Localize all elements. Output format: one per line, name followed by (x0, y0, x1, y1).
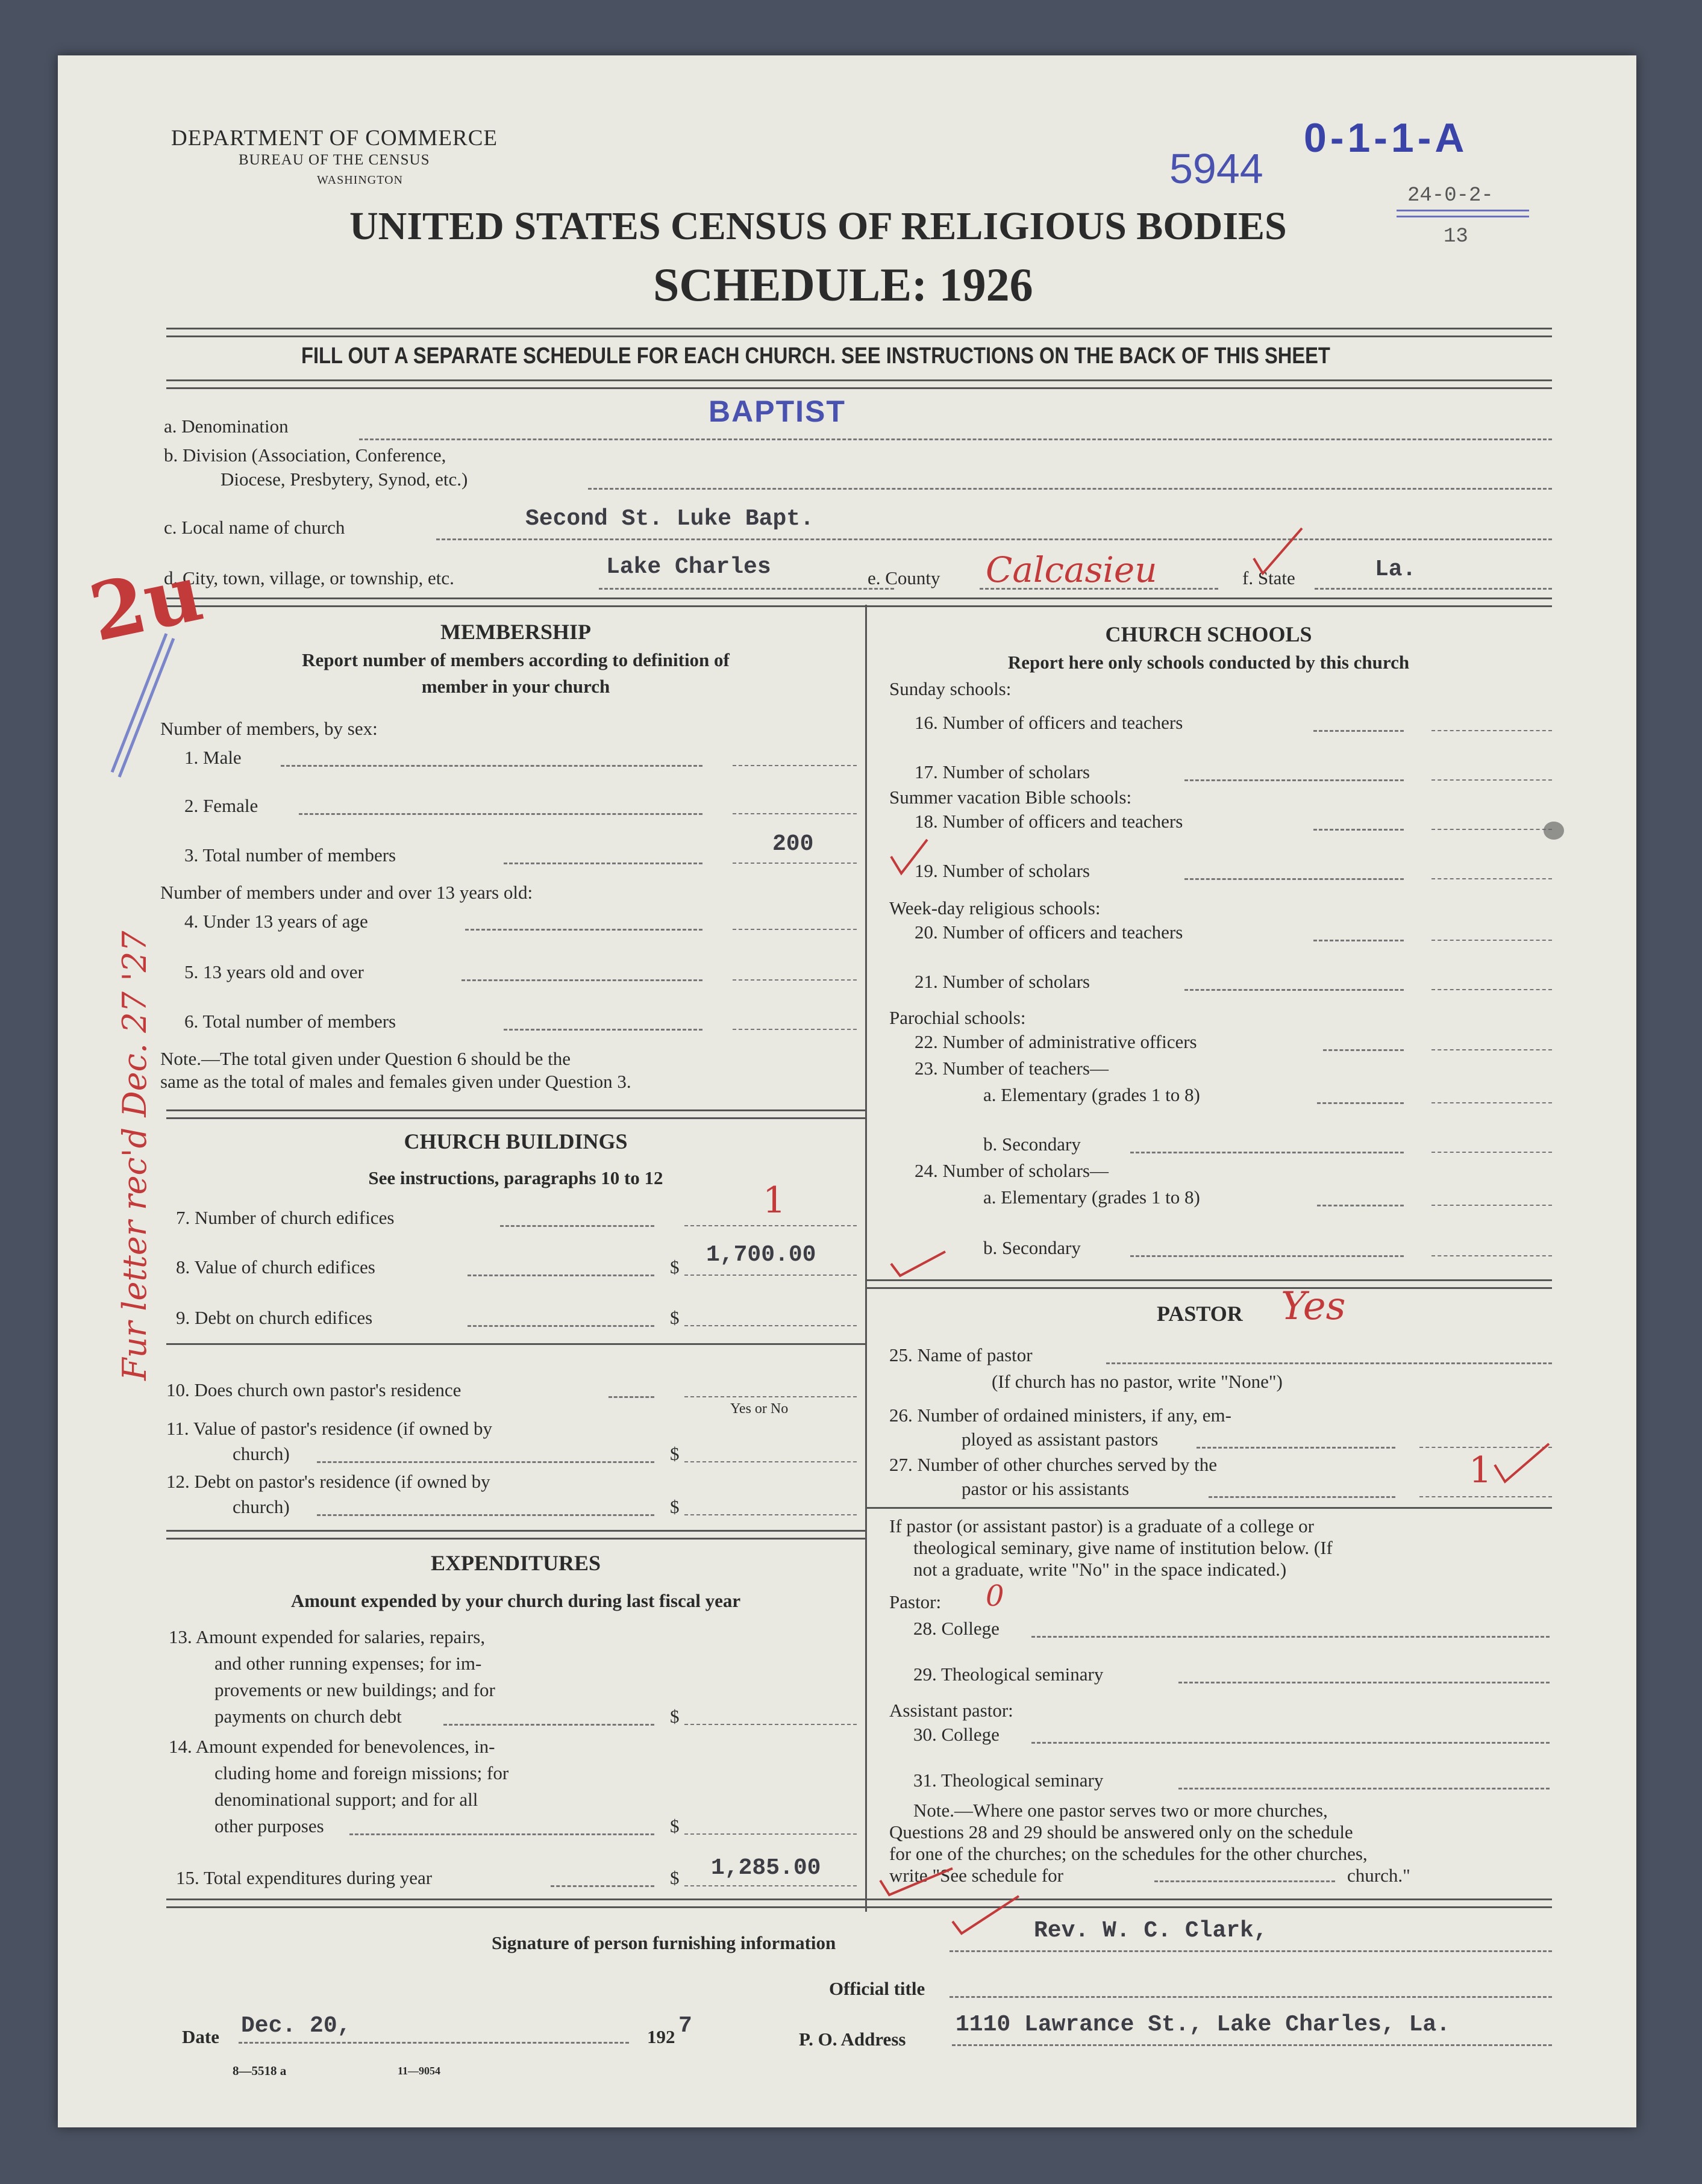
q11-label-2: church) (233, 1443, 290, 1464)
pastor-mid-rule (865, 1507, 1552, 1509)
denomination-field[interactable] (359, 438, 1552, 440)
expenditures-subheading: Amount expended by your church during last fiscal year (290, 1590, 741, 1611)
q25-hint: (If church has no pastor, write "None") (992, 1371, 1283, 1392)
code-fraction-line-2 (1397, 216, 1529, 217)
q1-male-label: 1. Male (184, 747, 242, 768)
state-field[interactable] (1315, 588, 1552, 590)
q23b-field[interactable] (1431, 1152, 1552, 1153)
schools-subheading: Report here only schools conducted by this church (1007, 652, 1410, 673)
q30-label: 30. College (913, 1724, 1000, 1745)
see-schedule-field[interactable] (1154, 1880, 1335, 1882)
q18-field[interactable] (1431, 829, 1552, 830)
date-value: Dec. 20, (241, 2013, 351, 2039)
q3-total-value: 200 (772, 831, 814, 857)
q25-field[interactable] (1106, 1362, 1552, 1364)
q13-label-2: and other running expenses; for im- (214, 1653, 482, 1674)
q3-total-field[interactable] (733, 863, 857, 864)
q27-label-2: pastor or his assistants (962, 1478, 1130, 1499)
q13-leader (443, 1724, 654, 1726)
graduate-instructions: If pastor (or assistant pastor) is a graduate of a college or (889, 1515, 1314, 1537)
city-label: d. City, town, village, or township, etc. (164, 567, 454, 588)
check-mark-q15 (877, 1864, 956, 1900)
membership-intro: Report number of members according to definition of (302, 649, 730, 670)
code-fraction-top: 24-0-2- (1407, 184, 1494, 207)
q31-field[interactable] (1178, 1788, 1550, 1789)
form-subtitle: SCHEDULE: 1926 (653, 258, 1033, 311)
q3-leader (504, 863, 702, 864)
q12-label: 12. Debt on pastor's residence (if owned by (166, 1471, 490, 1492)
year-suffix: 7 (678, 2013, 692, 2039)
q24a-field[interactable] (1431, 1205, 1552, 1206)
q27-field[interactable] (1419, 1496, 1552, 1497)
q30-field[interactable] (1031, 1742, 1550, 1744)
division-label: b. Division (Association, Conference, (164, 445, 446, 466)
division-field[interactable] (588, 488, 1552, 490)
q4-under13-label: 4. Under 13 years of age (184, 911, 368, 932)
pastor-note-4b: church." (1347, 1865, 1410, 1886)
under-over-label: Number of members under and over 13 years old: (160, 882, 533, 903)
q13-field[interactable] (684, 1724, 857, 1725)
denomination-label: a. Denomination (164, 416, 289, 437)
q15-value: 1,285.00 (711, 1855, 821, 1881)
q1-leader (281, 765, 702, 767)
q12-label-2: church) (233, 1496, 290, 1517)
q10-label: 10. Does church own pastor's residence (166, 1379, 461, 1400)
q13-label-4: payments on church debt (214, 1706, 402, 1727)
members-by-sex-label: Number of members, by sex: (160, 718, 378, 739)
q16-label: 16. Number of officers and teachers (915, 712, 1183, 733)
q5-leader (461, 979, 702, 981)
q12-field[interactable] (684, 1514, 857, 1515)
q5-over13-label: 5. 13 years old and over (184, 961, 364, 982)
q14-label-2: cluding home and foreign missions; for (214, 1762, 509, 1783)
census-schedule-form (58, 55, 1636, 2127)
q11-leader (317, 1461, 654, 1463)
q14-label-4: other purposes (214, 1815, 324, 1836)
q9-leader (468, 1325, 654, 1327)
local-name-label: c. Local name of church (164, 517, 345, 538)
q24b-leader (1130, 1255, 1404, 1257)
state-value: La. (1375, 557, 1416, 582)
buildings-rule (166, 1530, 865, 1540)
division-label-2: Diocese, Presbytery, Synod, etc.) (221, 469, 468, 490)
denomination-value: BAPTIST (709, 395, 846, 428)
q23-label: 23. Number of teachers— (915, 1058, 1109, 1079)
q24a-leader (1317, 1205, 1404, 1206)
bureau-name: BUREAU OF THE CENSUS (239, 152, 430, 168)
q14-leader (349, 1833, 654, 1835)
pastor-heading-note: Yes (1281, 1284, 1346, 1329)
q4-under13-field[interactable] (733, 929, 857, 930)
official-title-label: Official title (829, 1978, 925, 1999)
graduate-instructions-2: theological seminary, give name of institution below. (If (913, 1537, 1333, 1558)
q6-total-label: 6. Total number of members (184, 1011, 396, 1032)
q5-over13-field[interactable] (733, 979, 857, 981)
pastor-heading: PASTOR (1157, 1302, 1243, 1326)
q28-label: 28. College (913, 1618, 1000, 1639)
q10-field[interactable] (684, 1396, 857, 1397)
signature-field[interactable] (950, 1950, 1552, 1952)
q27-value: 1 (1469, 1449, 1492, 1491)
q23a-field[interactable] (1431, 1102, 1552, 1103)
q2-female-field[interactable] (733, 813, 857, 814)
q20-label: 20. Number of officers and teachers (915, 922, 1183, 943)
q23a-label: a. Elementary (grades 1 to 8) (983, 1084, 1200, 1105)
q9-dollar: $ (670, 1307, 680, 1328)
header-rule (166, 328, 1552, 337)
q8-leader (468, 1275, 654, 1276)
q17-label: 17. Number of scholars (915, 761, 1090, 782)
q15-field[interactable] (684, 1885, 857, 1886)
q7-label: 7. Number of church edifices (176, 1207, 395, 1228)
q22-label: 22. Number of administrative officers (915, 1031, 1197, 1052)
schools-heading: CHURCH SCHOOLS (1105, 622, 1312, 646)
q9-label: 9. Debt on church edifices (176, 1307, 373, 1328)
weekday-schools-label: Week-day religious schools: (889, 897, 1101, 919)
q27-label: 27. Number of other churches served by the (889, 1454, 1218, 1475)
general-rule (166, 597, 1552, 607)
sunday-schools-label: Sunday schools: (889, 678, 1012, 699)
classification-stamp: 0-1-1-A (1304, 115, 1468, 161)
q3-total-label: 3. Total number of members (184, 844, 396, 866)
q14-dollar: $ (670, 1815, 680, 1836)
assistant-pastor-sublabel: Assistant pastor: (889, 1700, 1013, 1721)
county-label: e. County (868, 567, 940, 588)
q18-leader (1313, 829, 1404, 831)
expenditures-heading: EXPENDITURES (430, 1551, 601, 1575)
check-mark-q3 (888, 838, 930, 881)
q20-leader (1313, 940, 1404, 941)
membership-heading: MEMBERSHIP (440, 620, 591, 644)
q24a-label: a. Elementary (grades 1 to 8) (983, 1187, 1200, 1208)
code-fraction-line (1397, 210, 1529, 211)
q15-dollar: $ (670, 1867, 680, 1888)
q22-leader (1323, 1049, 1404, 1051)
q11-label: 11. Value of pastor's residence (if owned by (166, 1418, 493, 1439)
q14-field[interactable] (684, 1833, 857, 1835)
q13-label: 13. Amount expended for salaries, repairs, (169, 1626, 486, 1647)
department-name: DEPARTMENT OF COMMERCE (171, 126, 498, 151)
pastor-note-4: write "See schedule for (889, 1865, 1063, 1886)
check-mark-signature (950, 1891, 1022, 1939)
margin-red-mark: 2u (82, 546, 210, 660)
date-label: Date (182, 2026, 219, 2047)
q19-leader (1184, 878, 1404, 880)
buildings-subheading: See instructions, paragraphs 10 to 12 (368, 1167, 663, 1188)
year-prefix: 192 (647, 2026, 675, 2047)
q2-leader (299, 813, 702, 815)
official-title-field[interactable] (950, 1996, 1552, 1998)
q8-dollar: $ (670, 1256, 680, 1278)
q19-label: 19. Number of scholars (915, 860, 1090, 881)
code-fraction-bottom: 13 (1444, 225, 1468, 248)
q9-field[interactable] (684, 1325, 857, 1326)
instructions-rule (166, 379, 1552, 389)
q23a-leader (1317, 1102, 1404, 1104)
membership-note-2: same as the total of males and females given under Question 3. (160, 1071, 631, 1092)
city-value: Lake Charles (606, 554, 771, 580)
summer-schools-label: Summer vacation Bible schools: (889, 787, 1132, 808)
check-mark-county (1251, 525, 1305, 579)
q4-leader (465, 929, 702, 931)
date-field[interactable] (239, 2042, 629, 2044)
q17-leader (1184, 779, 1404, 781)
q31-label: 31. Theological seminary (913, 1770, 1104, 1791)
column-divider (865, 605, 867, 1912)
q7-value: 1 (763, 1179, 786, 1221)
state-label: f. State (1242, 567, 1295, 588)
q21-label: 21. Number of scholars (915, 971, 1090, 992)
q7-leader (500, 1225, 654, 1227)
membership-intro-2: member in your church (421, 676, 610, 697)
q19-field[interactable] (1431, 878, 1552, 879)
q11-dollar: $ (670, 1443, 680, 1464)
q10-leader (609, 1396, 654, 1398)
pastor-note-3: for one of the churches; on the schedules for the other churches, (889, 1843, 1368, 1864)
q11-field[interactable] (684, 1461, 857, 1462)
q21-field[interactable] (1431, 989, 1552, 990)
q14-label: 14. Amount expended for benevolences, in- (169, 1736, 495, 1757)
pastor-graduate-value: 0 (986, 1579, 1004, 1613)
q7-field[interactable] (684, 1225, 857, 1226)
pastor-note-2: Questions 28 and 29 should be answered only on the schedule (889, 1821, 1353, 1842)
pastor-sublabel: Pastor: (889, 1591, 942, 1612)
stamp-number: 5944 (1169, 145, 1263, 192)
q28-field[interactable] (1031, 1636, 1550, 1638)
schools-rule (865, 1279, 1552, 1289)
q24b-label: b. Secondary (983, 1237, 1081, 1258)
q13-dollar: $ (670, 1706, 680, 1727)
q27-leader (1209, 1496, 1395, 1498)
q24b-field[interactable] (1431, 1255, 1552, 1256)
q6-total-field[interactable] (733, 1029, 857, 1030)
margin-blue-slash (106, 628, 178, 784)
local-name-field[interactable] (436, 538, 1552, 540)
q14-label-3: denominational support; and for all (214, 1789, 478, 1810)
q29-label: 29. Theological seminary (913, 1664, 1104, 1685)
pastor-note: Note.—Where one pastor serves two or more churches, (913, 1800, 1328, 1821)
parochial-schools-label: Parochial schools: (889, 1007, 1026, 1028)
q23b-label: b. Secondary (983, 1134, 1081, 1155)
print-number: 11—9054 (398, 2065, 441, 2077)
check-mark-q27 (1492, 1441, 1552, 1489)
signature-label: Signature of person furnishing information (492, 1932, 836, 1953)
q1-male-field[interactable] (733, 765, 857, 766)
po-address-label: P. O. Address (799, 2029, 906, 2050)
local-name-value: Second St. Luke Bapt. (525, 506, 814, 532)
q8-value: 1,700.00 (706, 1242, 816, 1268)
instructions-line: FILL OUT A SEPARATE SCHEDULE FOR EACH CHURCH. SEE INSTRUCTIONS ON THE BACK OF THIS SHEET (301, 343, 1330, 369)
q6-leader (504, 1029, 702, 1031)
buildings-heading: CHURCH BUILDINGS (404, 1129, 628, 1153)
q12-leader (317, 1514, 654, 1516)
q8-label: 8. Value of church edifices (176, 1256, 375, 1278)
po-address-field[interactable] (952, 2044, 1552, 2046)
q13-label-3: provements or new buildings; and for (214, 1679, 495, 1700)
q18-label: 18. Number of officers and teachers (915, 811, 1183, 832)
q16-field[interactable] (1431, 730, 1552, 731)
q20-field[interactable] (1431, 940, 1552, 941)
po-address-value: 1110 Lawrance St., Lake Charles, La. (956, 2012, 1450, 2038)
margin-red-note: Fur letter rec'd Dec. 27 '27 (116, 931, 154, 1381)
graduate-instructions-3: not a graduate, write "No" in the space indicated.) (913, 1559, 1287, 1580)
city-field[interactable] (599, 588, 894, 590)
q17-field[interactable] (1431, 779, 1552, 781)
footer-rule (166, 1899, 1552, 1908)
form-number: 8—5518 a (233, 2064, 287, 2078)
q12-dollar: $ (670, 1496, 680, 1517)
q21-leader (1184, 989, 1404, 991)
form-title: UNITED STATES CENSUS OF RELIGIOUS BODIES (349, 204, 1287, 248)
q26-leader (1197, 1447, 1395, 1449)
q15-leader (551, 1885, 654, 1887)
q25-label: 25. Name of pastor (889, 1344, 1033, 1365)
q26-label: 26. Number of ordained ministers, if any, em- (889, 1405, 1231, 1426)
q26-label-2: ployed as assistant pastors (962, 1429, 1159, 1450)
bureau-city: WASHINGTON (317, 173, 403, 187)
membership-note: Note.—The total given under Question 6 should be the (160, 1048, 571, 1069)
q8-field[interactable] (684, 1275, 857, 1276)
q29-field[interactable] (1178, 1682, 1550, 1683)
yes-no-hint: Yes or No (730, 1401, 789, 1417)
q16-leader (1313, 730, 1404, 732)
q2-female-label: 2. Female (184, 795, 258, 816)
membership-rule (166, 1109, 865, 1119)
ink-spot (1544, 822, 1564, 840)
q15-label: 15. Total expenditures during year (176, 1867, 433, 1888)
check-mark-q8 (888, 1246, 948, 1282)
q23b-leader (1130, 1152, 1404, 1153)
buildings-mid-rule (166, 1343, 865, 1345)
q22-field[interactable] (1431, 1049, 1552, 1050)
county-value: Calcasieu (986, 549, 1157, 590)
q24-label: 24. Number of scholars— (915, 1160, 1109, 1181)
signature-value: Rev. W. C. Clark, (1034, 1918, 1268, 1944)
